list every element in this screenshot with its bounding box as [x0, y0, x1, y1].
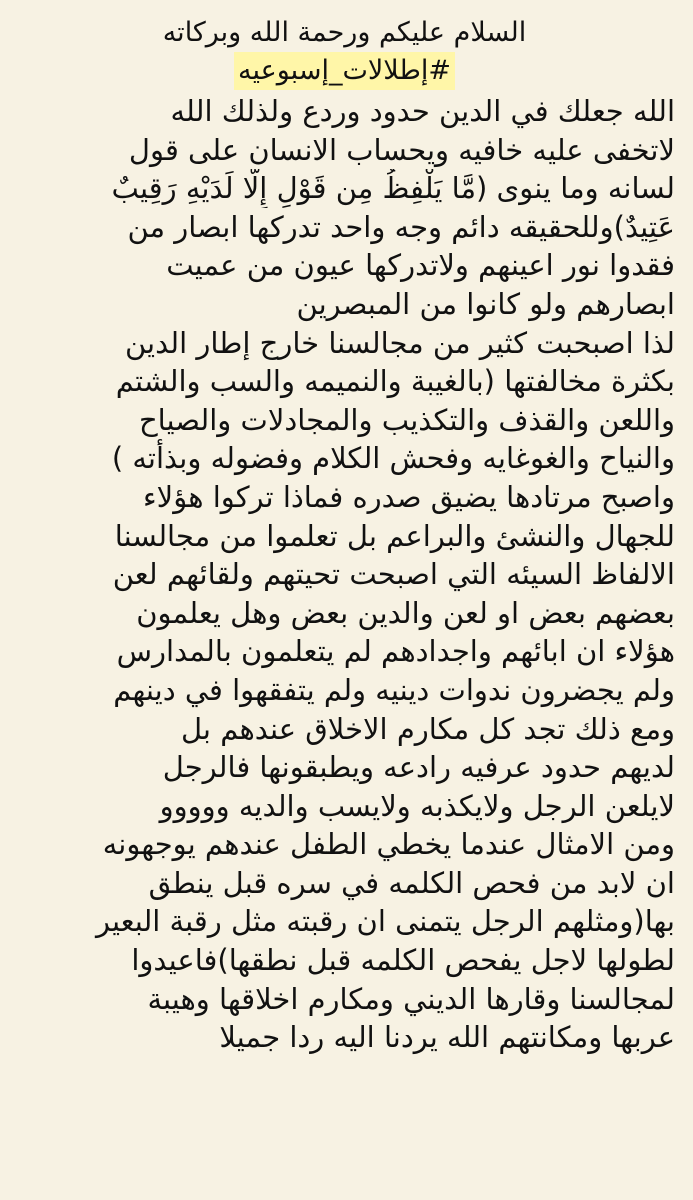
greeting-heading: السلام عليكم ورحمة الله وبركاته — [162, 17, 527, 48]
text-line: للجهال والنشئ والبراعم بل تعلموا من مجالسنا — [114, 518, 675, 553]
text-line: ابصارهم ولو كانوا من المبصرين — [296, 286, 675, 321]
text-line: لايلعن الرجل ولايكذبه ولايسب والديه ووووو — [159, 788, 675, 823]
text-line: ومع ذلك تجد كل مكارم الاخلاق عندهم بل — [180, 711, 675, 746]
text-line: هؤلاء ان ابائهم واجدادهم لم يتعلمون بالمدارس — [116, 634, 675, 669]
text-line: فقدوا نور اعينهم ولاتدركها عيون من عميت — [166, 248, 675, 283]
text-line: بكثرة مخالفتها (بالغيبة والنميمه والسب والشتم — [115, 364, 675, 399]
text-line: ان لابد من فحص الكلمه في سره قبل ينطق — [148, 865, 675, 900]
text-line: عَتِيدٌ)وللحقيقه دائم وجه واحد تدركها ابصار من — [127, 209, 675, 244]
text-line: الالفاظ السيئه التي اصبحت تحيتهم ولقائهم لعن — [112, 557, 675, 592]
text-line: لطولها لاجل يفحص الكلمه قبل نطقها)فاعيدوا — [131, 943, 675, 978]
text-line: لسانه وما ينوى (مَّا يَلْفِظُ مِن قَوْلٍ إِلَّا لَدَيْهِ رَقِيبٌ — [111, 171, 675, 206]
body-text — [14, 92, 675, 1057]
text-line: لمجالسنا وقارها الديني ومكارم اخلاقها وهيبة — [147, 981, 675, 1016]
hashtag-heading — [14, 52, 675, 90]
text-line: لذا اصبحبت كثير من مجالسنا خارج إطار الدين — [124, 325, 675, 360]
text-line: بعضهم بعض او لعن والدين بعض وهل يعلمون — [136, 595, 675, 630]
hashtag-link[interactable]: #إطلالات_إسبوعيه — [234, 52, 455, 90]
text-line: الله جعلك في الدين حدود وردع ولذلك الله — [170, 94, 675, 128]
text-line: ولم يجضرون ندوات دينيه ولم يتفقهوا في دينهم — [113, 672, 675, 707]
text-line: والنياح والغوغايه وفحش الكلام وفضوله وبذأته ) — [111, 441, 675, 476]
text-line: واصبح مرتادها يضيق صدره فماذا تركوا هؤلاء — [143, 479, 675, 514]
text-line: عربها ومكانتهم الله يردنا اليه ردا جميلا — [219, 1020, 675, 1055]
text-line: لاتخفى عليه خافيه ويحساب الانسان على قول — [128, 132, 675, 167]
text-line: لديهم حدود عرفيه رادعه ويطبقونها فالرجل — [162, 750, 675, 785]
text-line: بها(ومثلهم الرجل يتمنى ان رقبته مثل رقبة البعير — [95, 904, 675, 939]
text-line: ومن الامثال عندما يخطي الطفل عندهم يوجهونه — [102, 827, 675, 862]
text-line: واللعن والقذف والتكذيب والمجادلات والصياح — [138, 402, 675, 437]
